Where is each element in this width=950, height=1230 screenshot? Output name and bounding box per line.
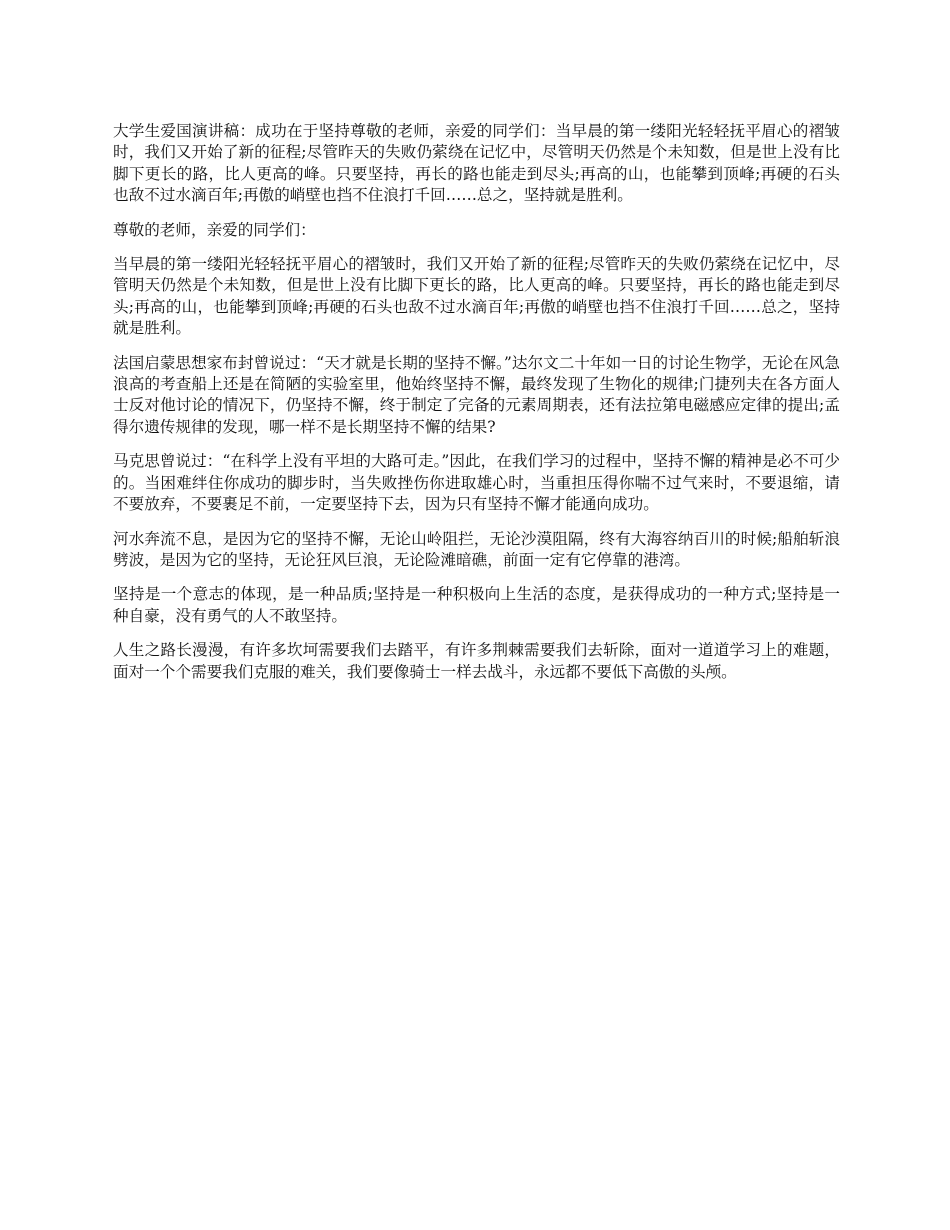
paragraph-conclusion: 人生之路长漫漫，有许多坎坷需要我们去踏平，有许多荆棘需要我们去斩除，面对一道道学习上的难题，面对一个个需要我们克服的难关，我们要像骑士一样去战斗，永远都不要低下高傲的头颅。: [113, 641, 840, 681]
paragraph-river: 河水奔流不息，是因为它的坚持不懈，无论山岭阻拦，无论沙漠阻隔，终有大海容纳百川的时候;船舶斩浪劈波，是因为它的坚持，无论狂风巨浪，无论险滩暗礁，前面一定有它停靠的港湾。: [113, 529, 840, 569]
document-body: [113, 121, 840, 696]
paragraph-greeting: 尊敬的老师，亲爱的同学们：: [113, 220, 316, 239]
paragraph-buffon: 法国启蒙思想家布封曾说过：“天才就是长期的坚持不懈。”达尔文二十年如一日的讨论生物学，无论在风急浪高的考查船上还是在简陋的实验室里，他始终坚持不懈，最终发现了生物化的规律;门捷列夫在各方面人士反对他讨论的情况下，仍坚持不懈，终于制定了完备的元素周期表，还有法拉第电磁感应定律的提出;孟得尔遗传规律的发现，哪一样不是长期坚持不懈的结果?: [113, 353, 840, 436]
paragraph-intro: 大学生爱国演讲稿：成功在于坚持尊敬的老师，亲爱的同学们：当早晨的第一缕阳光轻轻抚平眉心的褶皱时，我们又开始了新的征程;尽管昨天的失败仍萦绕在记忆中，尽管明天仍然是个未知数，但是世上没有比脚下更长的路，比人更高的峰。只要坚持，再长的路也能走到尽头;再高的山，也能攀到顶峰;再硬的石头也敌不过水滴百年;再傲的峭壁也挡不住浪打千回……总之，坚持就是胜利。: [113, 122, 840, 205]
paragraph-definition: 坚持是一个意志的体现，是一种品质;坚持是一种积极向上生活的态度，是获得成功的一种方式;坚持是一种自豪，没有勇气的人不敢坚持。: [113, 585, 840, 625]
paragraph-marx: 马克思曾说过：“在科学上没有平坦的大路可走。”因此，在我们学习的过程中，坚持不懈的精神是必不可少的。当困难绊住你成功的脚步时，当失败挫伤你进取雄心时，当重担压得你喘不过气来时，不要退缩，请不要放弃，不要裹足不前，一定要坚持下去，因为只有坚持不懈才能通向成功。: [113, 452, 840, 514]
paragraph-opening: 当早晨的第一缕阳光轻轻抚平眉心的褶皱时，我们又开始了新的征程;尽管昨天的失败仍萦绕在记忆中，尽管明天仍然是个未知数，但是世上没有比脚下更长的路，比人更高的峰。只要坚持，再长的路也能走到尽头;再高的山，也能攀到顶峰;再硬的石头也敌不过水滴百年;再傲的峭壁也挡不住浪打千回……总之，坚持就是胜利。: [113, 255, 840, 338]
